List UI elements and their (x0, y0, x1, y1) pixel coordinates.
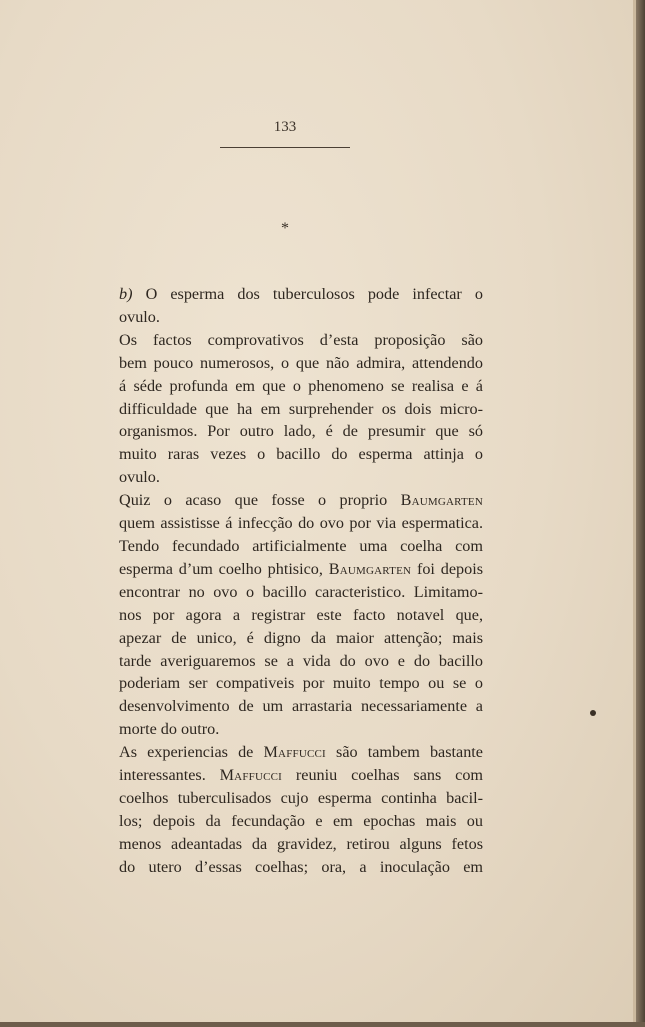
line-text-after: reuniu coelhas sans com (282, 766, 484, 785)
author-name: Baumgarten (400, 491, 483, 510)
line-text: interessantes. (119, 766, 220, 785)
text-line (119, 306, 483, 329)
header-rule (220, 147, 350, 148)
line-text: difficuldade que ha em surprehender os dois micro- (119, 399, 483, 418)
text-line (119, 604, 483, 627)
author-name: Maffucci (219, 766, 283, 785)
text-line (119, 581, 483, 604)
body-text (119, 283, 483, 879)
text-line (119, 283, 483, 306)
line-text-after: foi depois (411, 559, 483, 578)
line-text: Os factos comprovativos d’esta proposição são (119, 330, 483, 349)
line-text: quem assistisse á infecção do ovo por via espermatica. (119, 514, 483, 533)
text-line (119, 420, 483, 443)
line-text: tarde averiguaremos se a vida do ovo e do bacillo (119, 651, 483, 670)
line-text: los; depois da fecundação e em epochas mais ou (119, 811, 483, 830)
text-line (119, 650, 483, 673)
author-name: Maffucci (263, 743, 326, 762)
line-text: ovulo. (119, 307, 160, 326)
text-line (119, 398, 483, 421)
line-text: As experiencias de (119, 743, 264, 762)
text-line (119, 512, 483, 535)
line-text: bem pouco numerosos, o que não admira, attendendo (119, 353, 483, 372)
line-text: menos adeantadas da gravidez, retirou alguns fetos (119, 834, 483, 853)
line-text-after: são tambem bastante (325, 743, 483, 762)
text-line (119, 810, 483, 833)
line-text: do utero d’essas coelhas; ora, a inoculação em (119, 857, 483, 876)
text-line (119, 833, 483, 856)
text-line (119, 718, 483, 741)
text-line (119, 489, 483, 512)
line-text: O esperma dos tuberculosos pode infectar o (132, 285, 483, 303)
text-line (119, 672, 483, 695)
text-line (119, 764, 483, 787)
line-text: muito raras vezes o bacillo do esperma attinja o (119, 445, 483, 464)
text-line (119, 741, 483, 764)
line-text: Quiz o acaso que fosse o proprio (119, 491, 401, 510)
text-line (119, 627, 483, 650)
text-line (119, 535, 483, 558)
line-text: Tendo fecundado artificialmente uma coelha com (119, 536, 483, 555)
text-line (119, 787, 483, 810)
line-text: encontrar no ovo o bacillo caracteristico. Limitamo- (119, 582, 483, 601)
text-line (119, 443, 483, 466)
line-text: morte do outro. (119, 720, 220, 739)
line-text: á séde profunda em que o phenomeno se realisa e á (119, 376, 483, 395)
line-text: esperma d’um coelho phtisico, (119, 559, 329, 578)
list-marker: b) (119, 285, 133, 303)
page-bottom-edge (0, 1022, 645, 1027)
line-text: apezar de unico, é digno da maior attenção; mais (119, 628, 483, 647)
ink-spot (590, 710, 596, 716)
line-text: desenvolvimento de um arrastaria necessariamente a (119, 697, 483, 716)
section-separator: * (281, 220, 289, 237)
text-line (119, 856, 483, 879)
text-line (119, 375, 483, 398)
line-text: poderiam ser compativeis por muito tempo ou se o (119, 674, 483, 693)
line-text: ovulo. (119, 468, 160, 487)
author-name: Baumgarten (328, 559, 412, 578)
text-line (119, 466, 483, 489)
page-edge (636, 0, 645, 1027)
text-line (119, 329, 483, 352)
text-line (119, 352, 483, 375)
line-text: coelhos tuberculisados cujo esperma continha bacil- (119, 788, 483, 807)
page-number: 133 (273, 119, 297, 135)
line-text: organismos. Por outro lado, é de presumir que só (119, 422, 483, 441)
line-text: nos por agora a registrar este facto notavel que, (119, 605, 483, 624)
text-line (119, 695, 483, 718)
text-line (119, 558, 483, 581)
